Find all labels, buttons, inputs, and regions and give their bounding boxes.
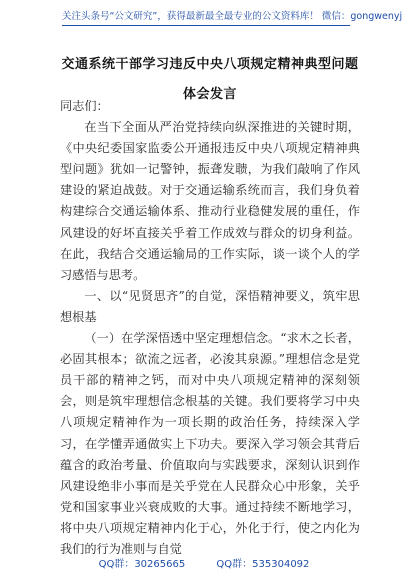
salutation: 同志们： xyxy=(60,99,109,113)
section-heading-1: 一、以“见贤思齐”的自觉，深悟精神要义，筑牢思想根基 xyxy=(60,288,360,324)
page-header: 关注头条号“公文研究”，获得最新最全最专业的公文资料库！ 微信：gongwenyj xyxy=(62,8,350,26)
paragraph-1-1: （一）在学深悟透中坚定理想信念。“求木之长者，必固其根本；欲流之远者，必浚其泉源。”理想信念是党员干部的精神之钙，而对中央八项规定精神的深刻领会，则是筑牢理想信念根基的关键。我们要将学习中央八项规定精神作为一项长期的政治任务，持续深入学习，在学懂弄通做实上下功夫。要深入学习领会其背后蕴含的政治考量、价值取向与实践要求，深刻认识到作风建设绝非小事而是关乎党在人民群众心中形象，关乎党和国家事业兴衰成败的大事。通过持续不断地学习，将中央八项规定精神内化于心，外化于行，使之内化为我们的行为准则与自觉 xyxy=(60,331,360,556)
qq-group-1: QQ群：30265665 xyxy=(98,559,186,570)
page-footer xyxy=(0,555,408,570)
qq-group-2: QQ群：535304092 xyxy=(216,559,310,570)
document-body xyxy=(60,96,360,560)
document-title: 交通系统干部学习违反中央八项规定精神典型问题体会发言 xyxy=(61,57,359,102)
paragraph-intro: 在当下全面从严治党持续向纵深推进的关键时期，《中央纪委国家监委公开通报违反中央八项规定精神典型问题》犹如一记警钟，振聋发聩，为我们敲响了作风建设的紧迫战鼓。对于交通运输系统而言，我们身负着构建综合交通运输体系、推动行业稳健发展的重任，作风建设的好坏直接关乎着工作成效与群众的切身利益。在此，我结合交通运输局的工作实际，谈一谈个人的学习感悟与思考。 xyxy=(60,120,360,282)
